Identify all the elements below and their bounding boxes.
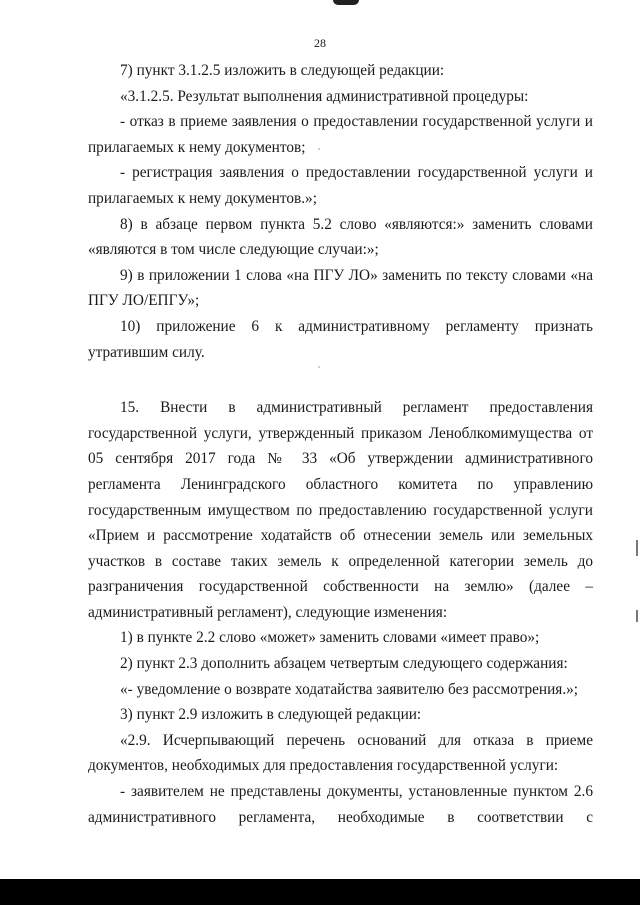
paragraph-item-8: 8) в абзаце первом пункта 5.2 слово «являются:» заменить словами «являются в том числе следующие случаи:»; <box>88 215 593 259</box>
paragraph-quote-3-1-2-5: «3.1.2.5. Результат выполнения административной процедуры: <box>120 87 529 105</box>
paragraph-change-3: 3) пункт 2.9 изложить в следующей редакции: <box>120 706 422 724</box>
paragraph-item-9: 9) в приложении 1 слова «на ПГУ ЛО» заменить по тексту словами «на ПГУ ЛО/ЕПГУ»; <box>88 266 593 310</box>
scan-top-mark <box>333 0 359 5</box>
paragraph-registration: - регистрация заявления о предоставлении государственной услуги и прилагаемых к нему документов.»; <box>88 164 593 207</box>
scan-edge-mark <box>636 540 638 556</box>
scan-speck <box>318 366 320 368</box>
scan-bottom-bar <box>0 879 640 905</box>
scan-speck <box>318 148 320 150</box>
paragraph-refusal: - отказ в приеме заявления о предоставлении государственной услуги и прилагаемых к нему документов; <box>88 113 593 156</box>
paragraph-change-2: 2) пункт 2.3 дополнить абзацем четвертым следующего содержания: <box>120 655 568 673</box>
paragraph-documents-not-provided: - заявителем не представлены документы, установленные пунктом 2.6 административного регламента, необходимые в соответствии с <box>88 783 593 826</box>
scan-edge-mark <box>636 610 638 622</box>
paragraph-item-10: 10) приложение 6 к административному регламенту признать утратившим силу. <box>88 317 593 361</box>
paragraph-change-1: 1) в пункте 2.2 слово «может» заменить словами «имеет право»; <box>120 629 540 647</box>
paragraph-notice: «- уведомление о возврате ходатайства заявителю без рассмотрения.»; <box>120 680 579 698</box>
paragraph-item-7: 7) пункт 3.1.2.5 изложить в следующей редакции: <box>120 62 445 79</box>
document-body <box>88 58 593 830</box>
page-number: 28 <box>314 36 326 50</box>
paragraph-quote-2-9: «2.9. Исчерпывающий перечень оснований для отказа в приеме документов, необходимых для предоставления государственной услуги: <box>88 731 593 775</box>
paragraph-section-15: 15. Внести в административный регламент предоставления государственной услуги, утвержденный приказом Леноблкомимущества от 05 сентября 2017 года № 33 «Об утверждении административного регламента Ленинградского областного комитета по управлению государственным имуществом по предоставлению государственной услуги «Прием и рассмотрение ходатайств об отнесении земель или земельных участков в составе таких земель к определенной категории земель до разграничения государственной собственности на землю» (далее – административный регламент), следующие изменения: <box>88 399 593 621</box>
